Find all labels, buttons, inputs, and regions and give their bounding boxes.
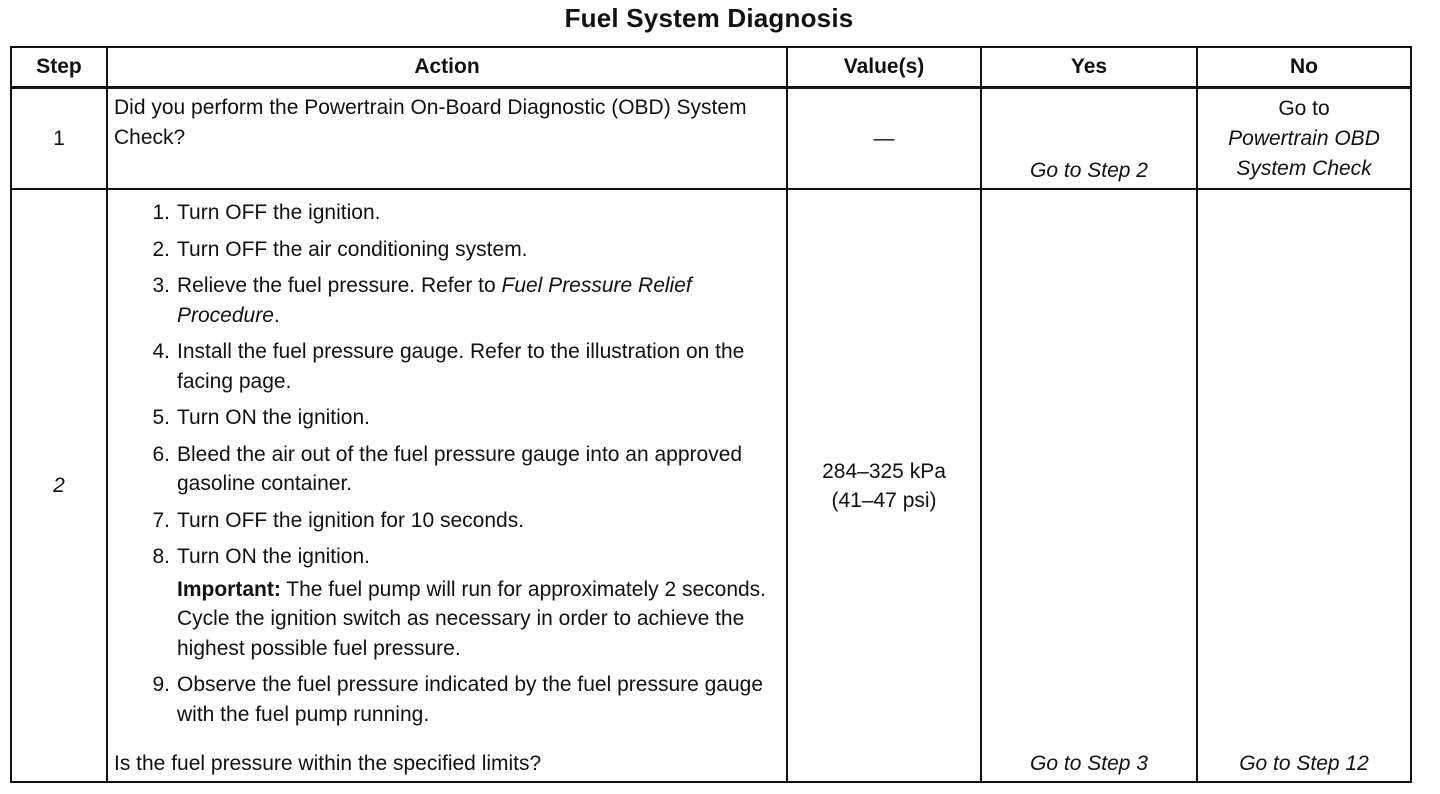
list-item (114, 670, 780, 729)
step-num: 4. (152, 340, 170, 363)
no-link[interactable] (1198, 94, 1410, 188)
step-list (114, 670, 780, 729)
step-text: Turn OFF the air conditioning system. (177, 237, 528, 261)
step-number: 2 (11, 189, 107, 782)
action-steps (107, 189, 787, 782)
yes-cell (981, 189, 1197, 782)
no-ref-line1: Powertrain OBD (1228, 127, 1380, 150)
table-header-row (11, 47, 1411, 88)
step-number: 1 (11, 88, 107, 190)
step-text: Relieve the fuel pressure. Refer to (177, 274, 502, 297)
step-num: 9. (152, 673, 170, 696)
header-values: Value(s) (787, 47, 981, 88)
value-kpa: 284–325 kPa (822, 459, 946, 483)
step-text: Turn ON the ignition. (177, 406, 370, 429)
important-label: Important: (177, 577, 281, 601)
list-item (114, 198, 780, 228)
final-question: Is the fuel pressure within the specified limits? (114, 752, 542, 775)
list-item (114, 235, 780, 265)
yes-cell (981, 88, 1197, 190)
list-item (114, 542, 780, 572)
yes-link[interactable]: Go to Step 2 (1030, 159, 1148, 182)
step-num: 8. (152, 545, 170, 568)
important-note (114, 575, 780, 664)
important-text: The fuel pump will run for approximately 2 seconds. Cycle the ignition switch as necessary in order to achieve the highest possible fuel pressure. (177, 577, 767, 660)
list-item (114, 337, 780, 396)
step-text: Bleed the air out of the fuel pressure gauge into an approved gasoline container. (177, 442, 743, 495)
step-list (114, 198, 780, 572)
value-psi: (41–47 psi) (831, 488, 937, 512)
step-num: 6. (152, 442, 170, 466)
action-text: Did you perform the Powertrain On-Board Diagnostic (OBD) System Check? (107, 88, 787, 190)
page-title: Fuel System Diagnosis (564, 3, 854, 33)
procedure-ref[interactable]: Fuel Pressure Relief Procedure (177, 274, 692, 327)
list-item (114, 271, 780, 330)
step-text: Turn OFF the ignition for 10 seconds. (177, 508, 525, 532)
step-num: 1. (152, 201, 170, 224)
value-cell: — (787, 88, 981, 190)
no-cell (1197, 189, 1411, 782)
step-num: 5. (152, 406, 170, 429)
step-num: 2. (152, 237, 170, 261)
list-item (114, 403, 780, 433)
value-cell (787, 189, 981, 782)
step-text: Install the fuel pressure gauge. Refer to the illustration on the facing page. (177, 340, 745, 393)
yes-link[interactable]: Go to Step 3 (1030, 752, 1148, 775)
header-no: No (1197, 47, 1411, 88)
table-row (11, 88, 1411, 190)
list-item (114, 440, 780, 499)
no-ref-line2: System Check (1236, 157, 1372, 180)
step-num: 3. (152, 274, 170, 297)
step-num: 7. (152, 508, 170, 532)
header-action: Action (107, 47, 787, 88)
no-cell (1197, 88, 1411, 190)
step-text: Observe the fuel pressure indicated by the fuel pressure gauge with the fuel pump running. (177, 673, 764, 726)
diagnosis-table (10, 46, 1412, 783)
step-text: Turn ON the ignition. (177, 545, 370, 568)
step-text: Turn OFF the ignition. (177, 201, 381, 224)
header-step: Step (11, 47, 107, 88)
list-item (114, 506, 780, 536)
table-row (11, 189, 1411, 782)
header-yes: Yes (981, 47, 1197, 88)
step-suffix: . (273, 303, 280, 327)
value-range (788, 457, 980, 515)
no-link[interactable]: Go to Step 12 (1239, 752, 1369, 775)
no-prefix: Go to (1278, 97, 1330, 120)
